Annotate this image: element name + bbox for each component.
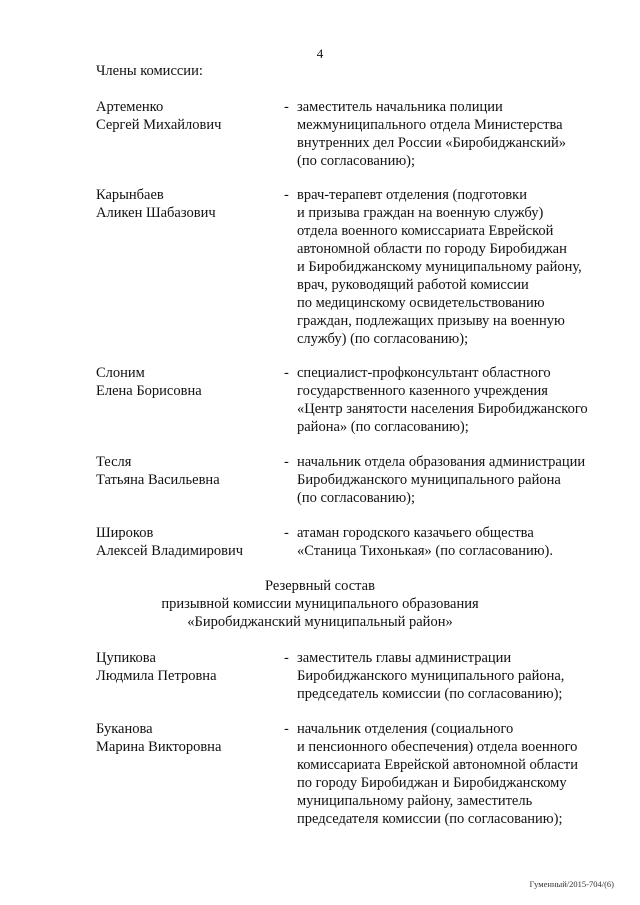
description-line: и пенсионного обеспечения) отдела военного bbox=[297, 739, 578, 755]
member-name bbox=[96, 524, 286, 560]
description-line: и призыва граждан на военную службу) bbox=[297, 205, 544, 221]
reserve-title bbox=[0, 577, 640, 631]
member-given-name: Марина Викторовна bbox=[96, 739, 222, 755]
dash: - bbox=[284, 454, 289, 470]
description-line: специалист-профконсультант областного bbox=[297, 365, 551, 381]
description-line: межмуниципального отдела Министерства bbox=[297, 117, 563, 133]
member-surname: Слоним bbox=[96, 365, 145, 381]
description-line: внутренних дел России «Биробиджанский» bbox=[297, 135, 567, 151]
member-surname: Цупикова bbox=[96, 650, 156, 666]
dash: - bbox=[284, 650, 289, 666]
description-line: и Биробиджанскому муниципальному району, bbox=[297, 259, 582, 275]
member-name bbox=[96, 720, 286, 756]
member-description bbox=[297, 720, 612, 828]
description-line: заместитель главы администрации bbox=[297, 650, 512, 666]
member-description bbox=[297, 524, 612, 560]
member-given-name: Людмила Петровна bbox=[96, 668, 217, 684]
description-line: муниципальному району, заместитель bbox=[297, 793, 533, 809]
member-description bbox=[297, 453, 612, 507]
description-line: Биробиджанского муниципального района, bbox=[297, 668, 565, 684]
member-surname: Карынбаев bbox=[96, 187, 164, 203]
page-number: 4 bbox=[316, 46, 324, 61]
member-surname: Тесля bbox=[96, 454, 132, 470]
member-given-name: Татьяна Васильевна bbox=[96, 472, 220, 488]
description-line: врач, руководящий работой комиссии bbox=[297, 277, 529, 293]
description-line: Биробиджанского муниципального района bbox=[297, 472, 561, 488]
description-line: «Станица Тихонькая» (по согласованию). bbox=[297, 543, 554, 559]
member-name bbox=[96, 649, 286, 685]
description-line: по медицинскому освидетельствованию bbox=[297, 295, 545, 311]
description-line: начальник отдела образования администрации bbox=[297, 454, 586, 470]
description-line: района» (по согласованию); bbox=[297, 419, 469, 435]
member-given-name: Алексей Владимирович bbox=[96, 543, 244, 559]
member-description bbox=[297, 364, 612, 436]
description-line: (по согласованию); bbox=[297, 490, 416, 506]
member-description bbox=[297, 186, 612, 348]
description-line: председатель комиссии (по согласованию); bbox=[297, 686, 563, 702]
description-line: комиссариата Еврейской автономной области bbox=[297, 757, 578, 773]
members-heading: Члены комиссии: bbox=[96, 63, 203, 79]
member-surname: Широков bbox=[96, 525, 154, 541]
description-line: службу) (по согласованию); bbox=[297, 331, 469, 347]
reserve-title-line: Резервный состав bbox=[265, 578, 375, 594]
description-line: государственного казенного учреждения bbox=[297, 383, 548, 399]
dash: - bbox=[284, 187, 289, 203]
member-description bbox=[297, 98, 612, 170]
description-line: начальник отделения (социального bbox=[297, 721, 514, 737]
member-name bbox=[96, 98, 286, 134]
document-footer-code: Гуменный/2015-704/(6) bbox=[529, 879, 614, 889]
member-surname: Буканова bbox=[96, 721, 153, 737]
description-line: председателя комиссии (по согласованию); bbox=[297, 811, 563, 827]
description-line: атаман городского казачьего общества bbox=[297, 525, 534, 541]
dash: - bbox=[284, 99, 289, 115]
description-line: врач-терапевт отделения (подготовки bbox=[297, 187, 527, 203]
description-line: отдела военного комиссариата Еврейской bbox=[297, 223, 554, 239]
reserve-title-line: «Биробиджанский муниципальный район» bbox=[187, 614, 453, 630]
member-given-name: Сергей Михайлович bbox=[96, 117, 222, 133]
reserve-title-line: призывной комиссии муниципального образования bbox=[161, 596, 479, 612]
description-line: автономной области по городу Биробиджан bbox=[297, 241, 567, 257]
member-surname: Артеменко bbox=[96, 99, 164, 115]
dash: - bbox=[284, 525, 289, 541]
member-name bbox=[96, 186, 286, 222]
description-line: граждан, подлежащих призыву на военную bbox=[297, 313, 565, 329]
member-description bbox=[297, 649, 612, 703]
description-line: заместитель начальника полиции bbox=[297, 99, 503, 115]
dash: - bbox=[284, 365, 289, 381]
description-line: «Центр занятости населения Биробиджанского bbox=[297, 401, 588, 417]
member-name bbox=[96, 453, 286, 489]
description-line: (по согласованию); bbox=[297, 153, 416, 169]
dash: - bbox=[284, 721, 289, 737]
member-given-name: Аликен Шабазович bbox=[96, 205, 216, 221]
member-name bbox=[96, 364, 286, 400]
description-line: по городу Биробиджан и Биробиджанскому bbox=[297, 775, 567, 791]
member-given-name: Елена Борисовна bbox=[96, 383, 202, 399]
